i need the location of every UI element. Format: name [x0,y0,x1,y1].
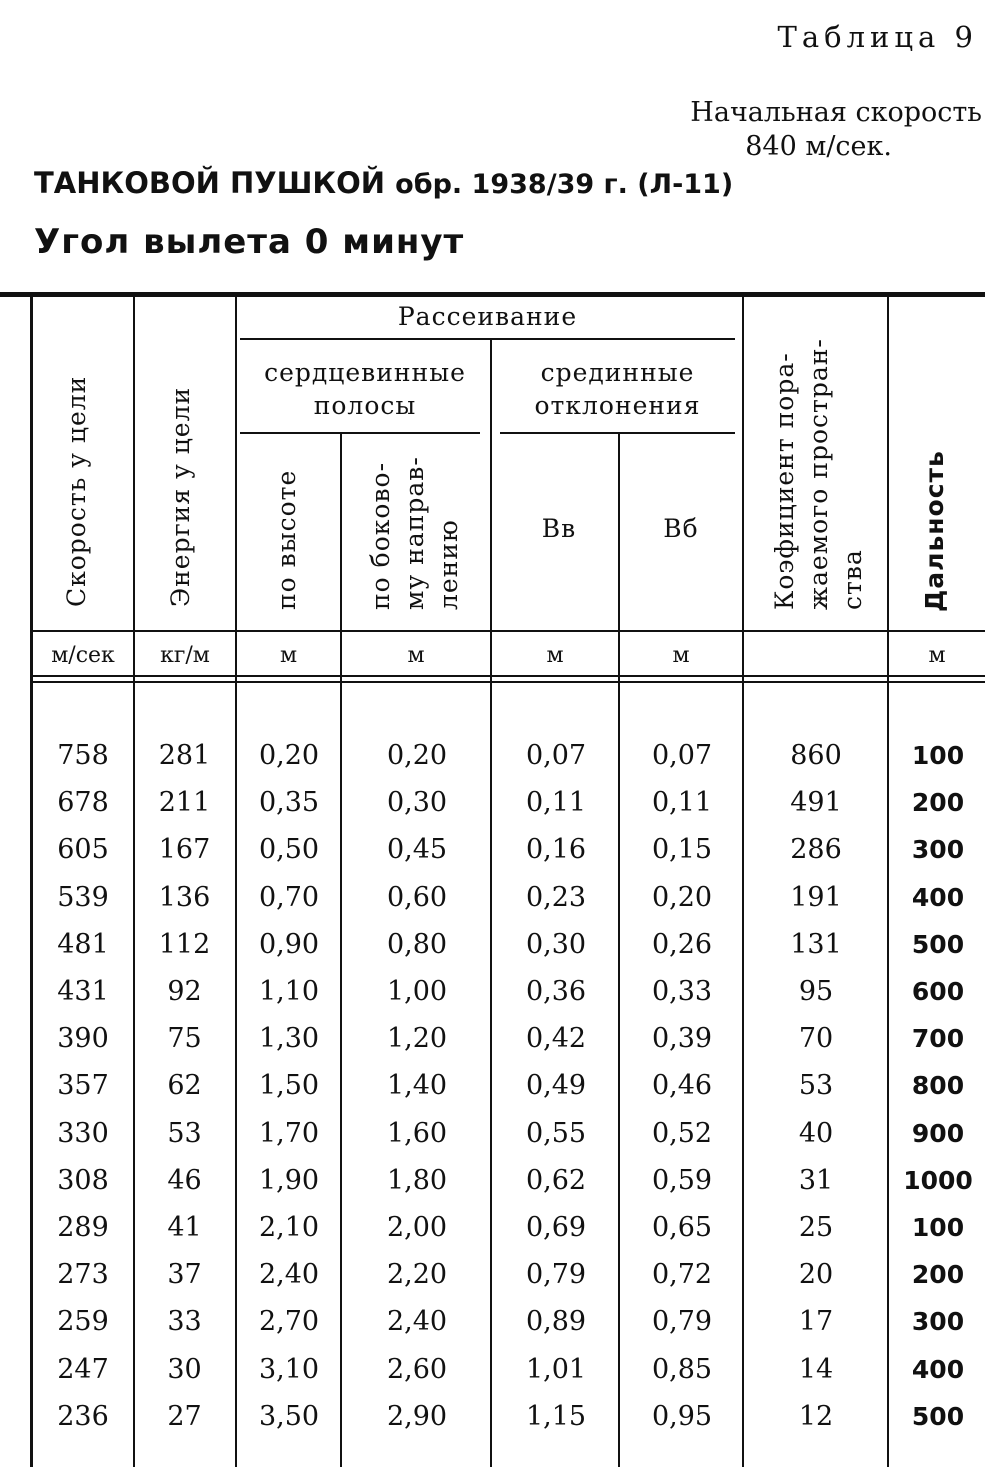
cell-vv: 0,79 [525,1259,587,1291]
cell-speed: 539 [57,881,109,913]
cell-energy: 27 [167,1400,202,1432]
cell-energy: 281 [158,740,211,771]
cell-height: 2,40 [258,1259,320,1291]
header-vb: Вб [663,514,699,543]
cell-coef: 70 [798,1023,834,1055]
cell-vb: 0,46 [651,1070,713,1102]
cell-lateral: 2,90 [386,1400,448,1432]
cell-vv: 0,36 [525,976,587,1007]
cell-lateral: 0,30 [386,787,448,819]
unit-vb: м [672,643,690,668]
page-title [34,166,733,200]
cell-energy: 75 [167,1023,202,1055]
cell-height: 2,70 [258,1306,320,1338]
cell-vv: 0,55 [525,1117,587,1149]
subgroup-divider-left [240,432,480,434]
cell-lateral: 1,60 [386,1117,448,1149]
cell-range: 100 [911,741,965,770]
header-bottom-line1 [30,675,985,677]
cell-vv: 1,15 [525,1400,587,1432]
header-median-dev: срединные отклонения [534,358,701,420]
table-number: Таблица 9 [777,20,978,54]
cell-vv: 1,01 [525,1353,587,1385]
unit-by-height: м [279,643,298,668]
cell-lateral: 0,20 [386,740,448,771]
initial-speed-value: 840 м/сек. [745,131,892,162]
cell-range: 400 [911,1354,965,1384]
cell-coef: 25 [798,1212,834,1243]
cell-coef: 491 [790,787,842,819]
unit-range: м [928,643,946,668]
cell-lateral: 1,80 [386,1164,448,1196]
header-speed: Скорость у цели [62,375,91,607]
cell-energy: 33 [167,1306,202,1338]
page-subtitle: Угол вылета 0 минут [34,222,465,262]
cell-coef: 14 [798,1353,834,1385]
col-line-5 [618,432,620,1467]
cell-coef: 131 [790,928,842,960]
cell-speed: 273 [57,1259,109,1291]
cell-lateral: 2,20 [386,1259,448,1291]
cell-vv: 0,69 [525,1212,587,1243]
cell-vv: 0,30 [525,928,587,960]
cell-coef: 95 [798,976,834,1007]
dispersion-divider [240,338,735,340]
cell-height: 1,70 [258,1117,320,1149]
header-lateral-line1: по боково- [366,461,395,610]
initial-speed [622,96,982,164]
cell-vv: 0,07 [525,740,587,771]
cell-lateral: 2,60 [386,1353,448,1385]
cell-speed: 247 [57,1353,109,1385]
header-coef-line1: Коэфициент пора- [770,352,799,610]
cell-height: 3,10 [258,1353,320,1385]
cell-vv: 0,62 [525,1164,587,1196]
cell-coef: 20 [798,1259,834,1291]
header-lateral-line2: му направ- [400,456,429,610]
cell-energy: 53 [167,1117,202,1149]
cell-lateral: 0,80 [386,928,448,960]
cell-vb: 0,11 [651,787,713,819]
unit-speed: м/сек [51,643,115,668]
cell-range: 600 [911,977,965,1006]
col-line-6 [742,297,744,1467]
cell-speed: 236 [57,1400,109,1432]
cell-energy: 30 [167,1353,202,1385]
cell-range: 800 [911,1071,965,1101]
title-part2: обр. 1938/39 г. (Л-11) [395,169,734,200]
cell-range: 300 [911,1307,965,1337]
col-line-left [30,297,33,1467]
cell-height: 0,90 [258,928,320,960]
cell-vb: 0,72 [651,1259,713,1291]
cell-height: 2,10 [258,1212,320,1243]
initial-speed-label: Начальная скорость [690,97,982,128]
cell-range: 700 [911,1024,965,1054]
header-energy: Энергия у цели [166,386,195,607]
cell-speed: 259 [57,1306,109,1338]
cell-height: 1,10 [258,976,320,1007]
cell-lateral: 0,45 [386,834,448,866]
cell-vb: 0,65 [651,1212,713,1243]
cell-lateral: 0,60 [386,881,448,913]
cell-energy: 136 [158,881,211,913]
cell-vv: 0,23 [525,881,587,913]
title-part1: ТАНКОВОЙ ПУШКОЙ [34,166,386,200]
cell-vb: 0,26 [651,928,713,960]
cell-vv: 0,49 [525,1070,587,1102]
cell-lateral: 1,20 [386,1023,448,1055]
cell-coef: 40 [798,1117,834,1149]
cell-lateral: 1,00 [386,976,448,1007]
col-line-2 [235,297,237,1467]
cell-range: 100 [911,1213,965,1242]
cell-range: 1000 [903,1165,973,1195]
header-core-bands: сердцевинные полосы [264,358,466,420]
col-line-1 [133,297,135,1467]
col-line-3 [340,432,342,1467]
cell-range: 300 [911,835,965,865]
header-coef-line3: ства [838,549,867,610]
cell-speed: 605 [57,834,109,866]
cell-speed: 758 [57,740,109,771]
cell-range: 400 [911,882,965,912]
cell-energy: 167 [158,834,211,866]
table-top-border [0,292,985,297]
cell-speed: 678 [57,787,109,819]
cell-coef: 31 [798,1164,834,1196]
cell-range: 900 [911,1118,965,1148]
cell-range: 500 [911,929,965,959]
cell-lateral: 2,40 [386,1306,448,1338]
cell-speed: 481 [57,928,109,960]
cell-coef: 286 [790,834,842,866]
cell-vb: 0,20 [651,881,713,913]
cell-range: 200 [911,788,965,818]
header-dispersion: Рассеивание [397,302,578,331]
header-coef-line2: жаемого простран- [804,338,833,610]
cell-height: 0,20 [258,740,320,771]
cell-vb: 0,59 [651,1164,713,1196]
cell-speed: 390 [57,1023,109,1055]
cell-vv: 0,42 [525,1023,587,1055]
unit-energy: кг/м [160,643,210,668]
cell-range: 200 [911,1260,965,1290]
cell-coef: 12 [798,1400,834,1432]
cell-coef: 17 [798,1306,834,1338]
cell-coef: 53 [798,1070,834,1102]
cell-vb: 0,39 [651,1023,713,1055]
cell-vb: 0,85 [651,1353,713,1385]
cell-height: 1,50 [258,1070,320,1102]
cell-energy: 37 [167,1259,202,1291]
cell-speed: 330 [57,1117,109,1149]
unit-vv: м [546,643,564,668]
cell-energy: 112 [158,928,211,960]
header-by-height: по высоте [272,469,301,610]
cell-energy: 46 [167,1164,202,1196]
cell-coef: 860 [790,740,842,771]
cell-height: 0,50 [258,834,320,866]
cell-speed: 308 [57,1164,109,1196]
cell-speed: 289 [57,1212,109,1243]
cell-height: 1,90 [258,1164,320,1196]
cell-energy: 211 [158,787,211,819]
cell-coef: 191 [790,881,842,913]
cell-height: 1,30 [258,1023,320,1055]
col-line-7 [887,297,889,1467]
cell-energy: 62 [167,1070,202,1102]
cell-range: 500 [911,1401,965,1431]
cell-height: 3,50 [258,1400,320,1432]
header-vv: Вв [541,514,577,543]
unit-lateral: м [407,643,425,668]
cell-lateral: 2,00 [386,1212,448,1243]
cell-energy: 92 [167,976,202,1007]
cell-height: 0,70 [258,881,320,913]
cell-speed: 357 [57,1070,109,1102]
cell-vb: 0,79 [651,1306,713,1338]
cell-vb: 0,95 [651,1400,713,1432]
cell-vb: 0,07 [651,740,713,771]
cell-height: 0,35 [258,787,320,819]
cell-vv: 0,89 [525,1306,587,1338]
header-bottom-line2 [30,681,985,683]
header-lateral-line3: лению [434,519,463,610]
cell-vb: 0,52 [651,1117,713,1149]
cell-energy: 41 [167,1212,202,1243]
cell-speed: 431 [57,976,109,1007]
cell-vb: 0,33 [651,976,713,1007]
cell-vv: 0,11 [525,787,587,819]
cell-lateral: 1,40 [386,1070,448,1102]
header-range: Дальность [920,450,949,612]
cell-vv: 0,16 [525,834,587,866]
col-line-4 [490,340,492,1467]
cell-vb: 0,15 [651,834,713,866]
units-top-line [30,630,985,632]
